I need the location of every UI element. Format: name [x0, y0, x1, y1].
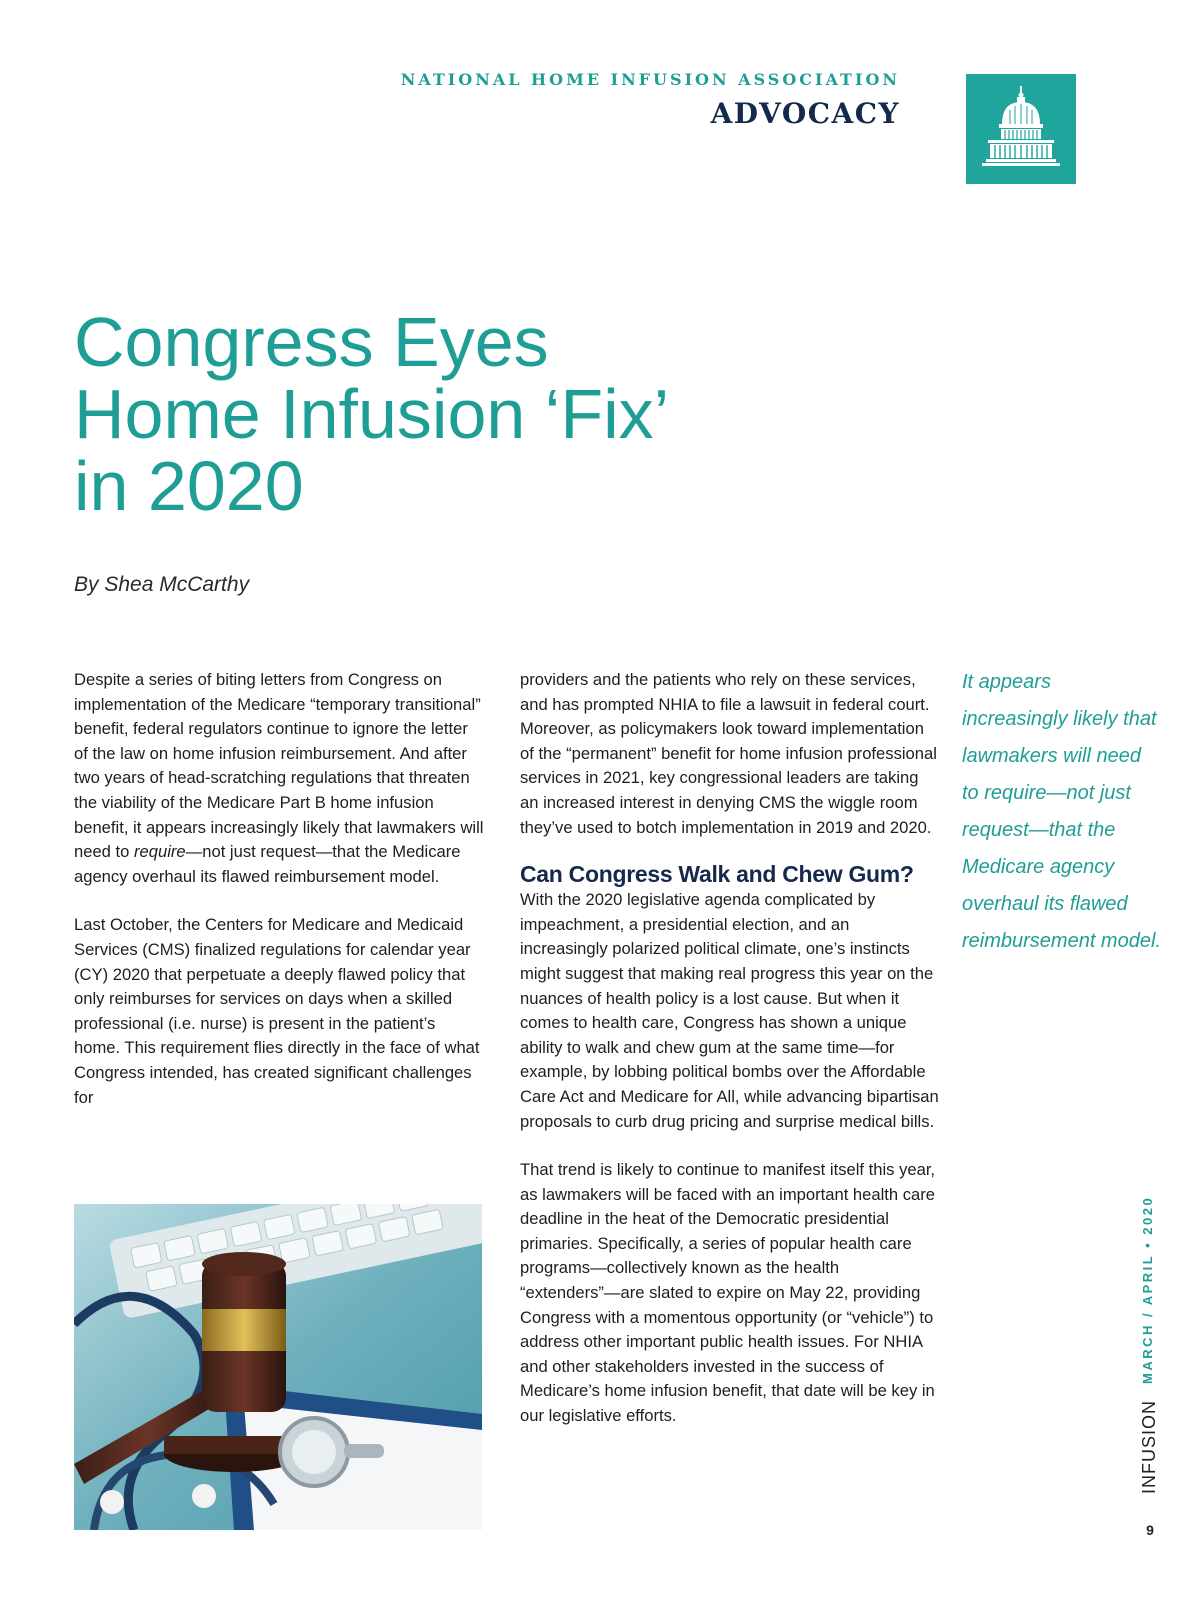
page-number: 9 — [1146, 1522, 1154, 1538]
paragraph: With the 2020 legislative agenda complicated by impeachment, a presidential election, and an increasingly polarized political climate, one’s instincts might suggest that making real progress this year on the nuances of health policy is a lost cause. But when it comes to health care, Congress has shown a unique ability to walk and chew gum at the same time—for example, by lobbing political bombs over the Affordable Care Act and Medicare for All, while advancing bipartisan proposals to curb drug pricing and surprise medical bills. — [520, 890, 939, 1131]
issue-date-text: MARCH / APRIL • 2020 — [1140, 1195, 1155, 1384]
section-title: ADVOCACY — [710, 97, 900, 130]
title-line-3: in 2020 — [74, 447, 304, 525]
magazine-name: INFUSION — [1139, 1399, 1159, 1494]
paragraph: providers and the patients who rely on these services, and has prompted NHIA to file a lawsuit in federal court. Moreover, as policymakers look toward implementation of the “permanent” benefit for home infusion professional services in 2021, key congressional leaders are taking an increased interest in denying CMS the wiggle room they’ve used to botch implementation in 2019 and 2020. — [520, 670, 937, 837]
capitol-building-icon-graphic — [966, 74, 1076, 184]
pull-quote: It appears increasingly likely that lawmakers will need to require—not just request—that the Medicare agency overhaul its flawed reimbursement model. — [962, 671, 1161, 952]
magazine-logo — [1138, 1399, 1162, 1494]
gavel-stethoscope-photo — [74, 1204, 482, 1530]
issue-date — [1138, 1195, 1158, 1384]
body-column-2 — [520, 668, 940, 1429]
paragraph: That trend is likely to continue to manifest itself this year, as lawmakers will be faced with an important health care deadline in the heat of the Democratic presidential primaries. Specifically, a series of popular health care programs—collectively known as the health “extenders”—are slated to expire on May 22, providing Congress with a momentous opportunity (or “vehicle”) to address other important public health issues. For NHIA and other stakeholders invested in the success of Medicare’s home infusion benefit, that date will be key in our legislative efforts. — [520, 1160, 936, 1426]
organization-name: NATIONAL HOME INFUSION ASSOCIATION — [400, 70, 900, 89]
title-line-2: Home Infusion ‘Fix’ — [74, 375, 670, 453]
body-column-1 — [74, 668, 484, 1110]
paragraph — [74, 668, 484, 889]
emphasis-text: require — [133, 842, 186, 862]
paragraph: Last October, the Centers for Medicare and Medicaid Services (CMS) finalized regulations for calendar year (CY) 2020 that perpetuate a deeply flawed policy that only reimburses for services on days when a skilled professional (i.e. nurse) is present in the patient’s home. This requirement flies directly in the face of what Congress intended, has created significant challenges for — [74, 915, 480, 1107]
title-line-1: Congress Eyes — [74, 303, 549, 381]
paragraph-text: Despite a series of biting letters from Congress on implementation of the Medicare “temporary transitional” benefit, federal regulators continue to ignore the letter of the law on home infusion reimbursement. And after two years of head-scratching regulations that threaten the viability of the Medicare Part B home infusion benefit, it appears increasingly likely that lawmakers will need to — [74, 670, 484, 862]
article-title — [74, 303, 774, 525]
byline: By Shea McCarthy — [74, 573, 250, 596]
capitol-building-icon — [966, 74, 1076, 184]
photo-illustration — [74, 1204, 482, 1530]
paragraph-text: —not just request—that the Medicare agency overhaul its flawed reimbursement model. — [74, 842, 461, 886]
section-subheading: Can Congress Walk and Chew Gum? — [520, 861, 914, 888]
